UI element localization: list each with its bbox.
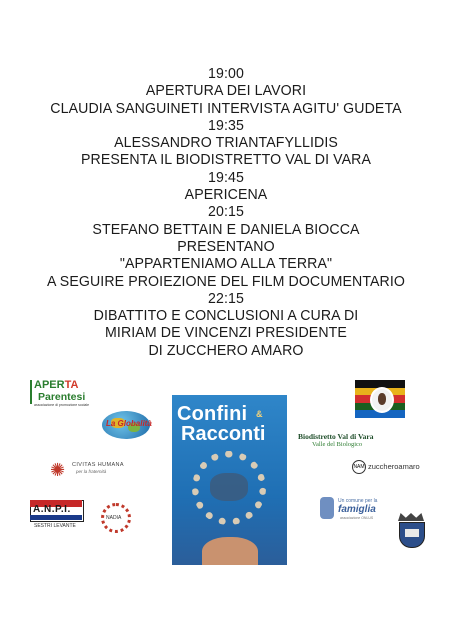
logo-text: A.N.P.I. xyxy=(33,504,71,515)
anpi-logo xyxy=(30,500,84,530)
program-line: APERTURA DEI LAVORI xyxy=(145,83,307,100)
nam-icon: NAM xyxy=(352,460,366,474)
logo-text: famiglia xyxy=(338,504,376,515)
anpi-blue-band xyxy=(30,515,82,520)
logo-subtext: Un comune per la xyxy=(338,498,378,504)
logo-text: Biodistretto Val di Vara xyxy=(298,432,374,441)
shield-icon xyxy=(399,522,425,548)
logo-subtext: per la fraternità xyxy=(76,469,107,474)
program-line: APERICENA xyxy=(184,187,268,204)
people-circle-icon: ✺ xyxy=(50,460,66,480)
program-line: STEFANO BETTAIN E DANIELA BIOCCA xyxy=(92,221,360,238)
program-line: DI ZUCCHERO AMARO xyxy=(148,342,304,359)
civitas-humana-logo xyxy=(46,458,124,484)
program-line: PRESENTANO xyxy=(177,238,275,255)
world-map-image xyxy=(210,473,248,501)
logo-subtext: Valle del Biologico xyxy=(312,441,363,448)
biodistretto-logo xyxy=(298,432,408,454)
program-line: PRESENTA IL BIODISTRETTO VAL DI VARA xyxy=(80,152,372,169)
film-poster xyxy=(172,395,287,565)
logo-subtext: SESTRI LEVANTE xyxy=(34,523,76,529)
program-line: ALESSANDRO TRIANTAFYLLIDIS xyxy=(114,135,338,152)
poster-title: Confini xyxy=(177,403,248,425)
flag-portrait-logo xyxy=(355,380,405,418)
crown-icon xyxy=(398,513,424,521)
portrait-icon xyxy=(370,387,394,413)
program-line: 19:00 xyxy=(208,66,244,82)
program-line: "APPARTENIAMO ALLA TERRA" xyxy=(119,256,333,273)
logo-bar xyxy=(30,380,32,404)
program-line: DIBATTITO E CONCLUSIONI A CURA DI xyxy=(93,308,359,325)
poster-ampersand: & xyxy=(256,409,263,419)
program-line: CLAUDIA SANGUINETI INTERVISTA AGITU' GUDETA xyxy=(50,100,402,117)
program-line: 22:15 xyxy=(208,290,244,307)
globe-logo xyxy=(102,411,152,441)
poster-title: Racconti xyxy=(181,423,266,445)
program-line: MIRIAM DE VINCENZI PRESIDENTE xyxy=(105,325,347,342)
program-line: 19:45 xyxy=(208,169,244,186)
logo-subtext: associazione di promozione sociale xyxy=(34,403,90,407)
logo-text: zuccheroamaro xyxy=(368,462,420,471)
logo-text: APERTA xyxy=(34,379,79,391)
program-line: 19:35 xyxy=(208,117,244,134)
logo-text: Parentesi xyxy=(38,391,86,403)
municipal-crest-icon xyxy=(394,513,428,549)
zucchero-amaro-logo xyxy=(352,460,422,476)
famiglia-logo xyxy=(320,497,380,521)
logo-text: La Globalità xyxy=(106,419,152,428)
program-line: 20:15 xyxy=(208,204,244,221)
nadia-logo xyxy=(98,500,136,538)
hand-image xyxy=(202,537,258,565)
aperta-parentesi-logo xyxy=(30,378,90,408)
program-line: A SEGUIRE PROIEZIONE DEL FILM DOCUMENTARIO xyxy=(46,273,406,290)
logo-subtext: associazione ONLUS xyxy=(340,516,374,520)
family-icon xyxy=(320,497,334,519)
logo-text: NADIA xyxy=(106,515,122,521)
logo-text: CIVITAS HUMANA xyxy=(72,462,124,468)
event-program xyxy=(7,66,445,360)
